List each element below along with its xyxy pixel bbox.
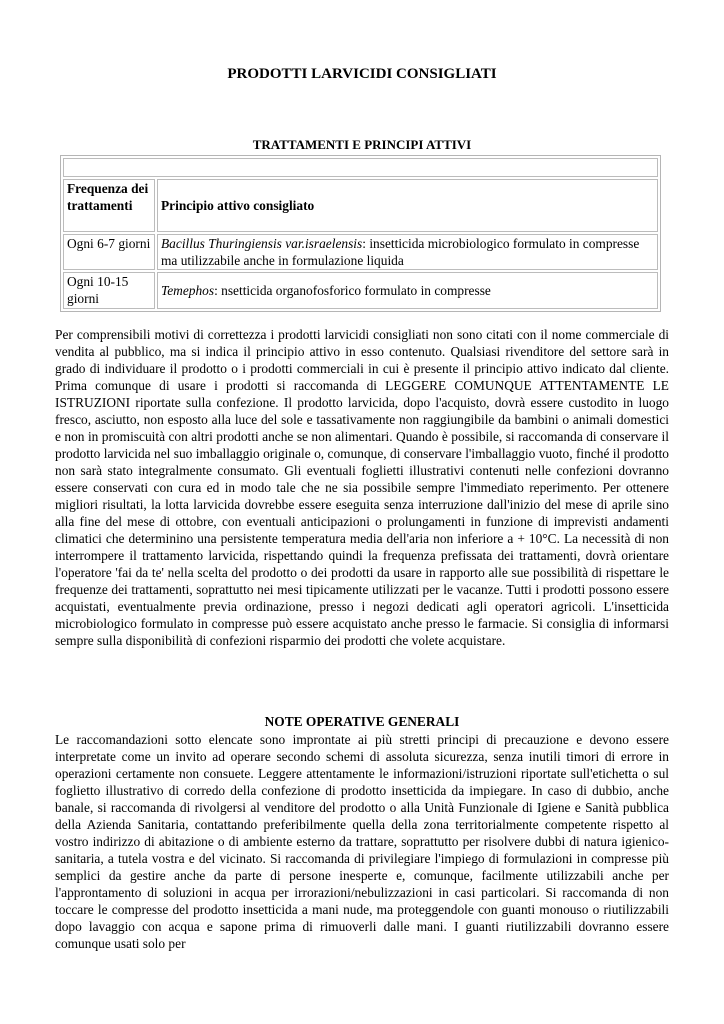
row1-ingredient <box>157 234 658 270</box>
section-heading-notes: NOTE OPERATIVE GENERALI <box>264 714 460 729</box>
row2-ingredient <box>157 272 658 309</box>
row2-ingredient-desc: : nsetticida organofosforico formulato in compresse <box>214 283 491 298</box>
row2-ingredient-name: Temephos <box>161 283 215 298</box>
row1-ingredient-name: Bacillus Thuringiensis var.israelensis <box>161 236 363 251</box>
row1-frequency: Ogni 6-7 giorni <box>63 234 155 270</box>
table-title: TRATTAMENTI E PRINCIPI ATTIVI <box>252 137 472 152</box>
row1-ingredient-desc: : insetticida microbiologico formulato in compresse ma utilizzabile anche in formulazione liquida <box>161 236 640 268</box>
treatments-table <box>60 155 661 312</box>
header-active-ingredient <box>157 179 658 232</box>
header-active-ingredient-label: Principio attivo consigliato <box>161 198 315 213</box>
row2-frequency: Ogni 10-15 giorni <box>63 272 155 309</box>
page-title: PRODOTTI LARVICIDI CONSIGLIATI <box>227 66 497 82</box>
table-empty-row <box>63 158 658 177</box>
header-frequency: Frequenza dei trattamenti <box>63 179 155 232</box>
paragraph-notes: Le raccomandazioni sotto elencate sono improntate ai più stretti principi di precauzione e devono essere interpretate come un invito ad operare secondo schemi di assoluta sicurezza, senza inutili timori di errore in operazioni certamente non consuete. Leggere attentamente le informazioni/istruzioni riportate sull'etichetta o sul foglietto illustrativo di corredo della confezione di prodotto insetticida da impiegare. In caso di dubbio, anche banale, si raccomanda di rivolgersi al venditore del prodotto o alla Unità Funzionale di Igiene e Sanità pubblica della Azienda Sanitaria, contattando preferibilmente quella della zona territorialmente competente rispetto al vostro indirizzo di abitazione o di ambiente esterno da trattare, soprattutto per risolvere dubbi di natura igienico- sanitaria, a tutela vostra e del vicinato. Si raccomanda di privilegiare l'impiego di formulazioni in compresse più semplici da gestire anche da parte di persone inesperte e, comunque, facilmente utilizzabili anche per l'approntamento di soluzioni in acqua per irrorazioni/nebulizzazioni in casi particolari. Si raccomanda di non toccare le compresse del prodotto insetticida a mani nude, ma proteggendole con guanti monouso o riutilizzabili dopo lavaggio con acqua e sapone prima di rimuoverli dalle mani. I guanti riutilizzabili dovranno essere comunque usati solo per <box>55 732 669 951</box>
paragraph-products: Per comprensibili motivi di correttezza i prodotti larvicidi consigliati non sono citati con il nome commerciale di vendita al pubblico, ma si indica il principio attivo in esso contenuto. Qualsiasi rivenditore del settore sarà in grado di individuare il prodotto o i prodotti commerciali in cui è presente il principio attivo indicato dal cliente. Prima comunque di usare i prodotti si raccomanda di LEGGERE COMUNQUE ATTENTAMENTE LE ISTRUZIONI riportate sulla confezione. Il prodotto larvicida, dopo l'acquisto, dovrà essere custodito in luogo fresco, asciutto, non esposto alla luce del sole e tassativamente non raggiungibile da bambini o animali domestici e non in promiscuità con altri prodotti anche se non alimentari. Quando è possibile, si raccomanda di conservare il prodotto larvicida nel suo imballaggio originale o, comunque, di conservare l'imballaggio vuoto, finché il prodotto non sarà stato integralmente consumato. Gli eventuali foglietti illustrativi contenuti nelle confezioni dovranno essere conservati con cura ed in modo tale che ne sia possibile sempre l'immediato reperimento. Per ottenere migliori risultati, la lotta larvicida dovrebbe essere eseguita senza interruzione dall'inizio del mese di aprile sino alla fine del mese di ottobre, con eventuali anticipazioni o prolungamenti in funzione di imprevisti andamenti climatici che determinino una persistente temperatura media dell'aria non inferiore a + 10°C. La necessità di non interrompere il trattamento larvicida, rispettando quindi la frequenza prefissata dei trattamenti, dovrà orientare l'operatore 'fai da te' nella scelta del prodotto o dei prodotti da usare in rapporto alle sue possibilità di rispettare le frequenze dei trattamenti, soprattutto nei mesi tipicamente utilizzati per le vacanze. Tutti i prodotti possono essere acquistati, eventualmente previa ordinazione, presso i negozi dedicati agli operatori agricoli. L'insetticida microbiologico formulato in compresse può essere acquistato anche presso le farmacie. Si consiglia di informarsi sempre sulla disponibilità di confezioni risparmio dei prodotti che volete acquistare. <box>55 327 669 648</box>
